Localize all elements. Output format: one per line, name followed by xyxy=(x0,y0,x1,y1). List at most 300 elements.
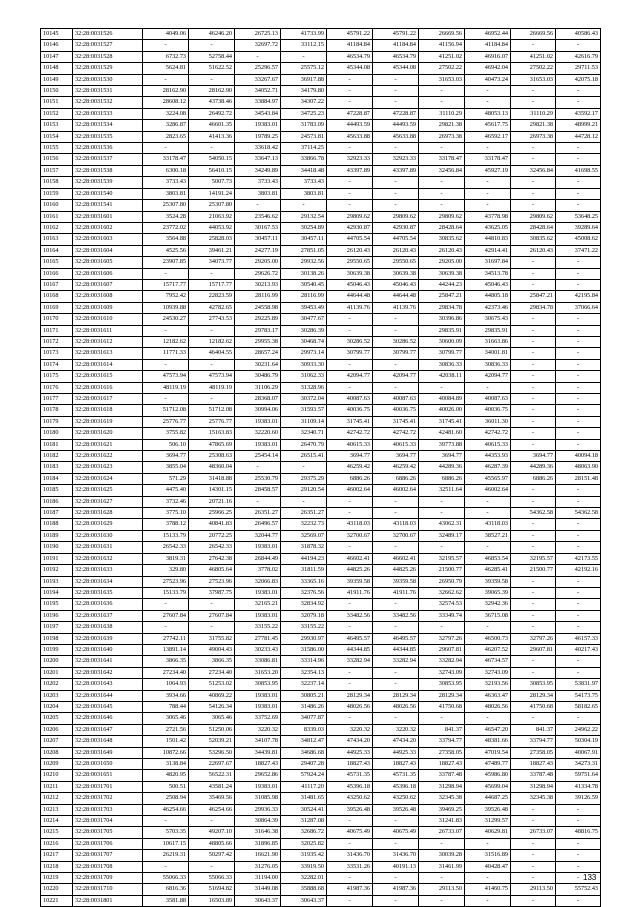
table-row xyxy=(41,336,601,347)
cadastral-number-cell: 32:28:0031648 xyxy=(73,736,143,747)
cadastral-number-cell: 32:28:0031708 xyxy=(73,861,143,872)
value-cell: - xyxy=(556,428,601,439)
value-cell: - xyxy=(511,667,556,678)
table-row xyxy=(41,154,601,165)
value-cell: 40586.43 xyxy=(556,29,601,40)
value-cell: - xyxy=(511,257,556,268)
cadastral-number-cell: 32:28:0031531 xyxy=(73,86,143,97)
value-cell: 26844.49 xyxy=(235,553,281,564)
value-cell: 25308.63 xyxy=(189,451,235,462)
value-cell: - xyxy=(373,496,419,507)
value-cell: 31449.08 xyxy=(235,884,281,895)
value-cell: 26542.33 xyxy=(189,542,235,553)
value-cell: 45046.43 xyxy=(373,279,419,290)
value-cell: 27743.53 xyxy=(189,314,235,325)
row-number-cell: 10180 xyxy=(41,428,73,439)
value-cell: 6886.26 xyxy=(419,473,465,484)
table-row xyxy=(41,622,601,633)
value-cell: 30805.21 xyxy=(281,690,327,701)
value-cell: 28151.48 xyxy=(556,473,601,484)
value-cell: 34418.48 xyxy=(281,165,327,176)
value-cell: 41184.84 xyxy=(373,40,419,51)
value-cell: 28129.34 xyxy=(511,690,556,701)
value-cell: 46259.42 xyxy=(327,462,373,473)
value-cell: 21500.77 xyxy=(419,565,465,576)
row-number-cell: 10171 xyxy=(41,325,73,336)
value-cell: 45344.08 xyxy=(327,63,373,74)
value-cell: - xyxy=(327,873,373,884)
row-number-cell: 10195 xyxy=(41,599,73,610)
value-cell: 43118.03 xyxy=(465,519,511,530)
value-cell: 44825.26 xyxy=(373,565,419,576)
value-cell: 44705.54 xyxy=(373,234,419,245)
value-cell: - xyxy=(373,359,419,370)
value-cell: - xyxy=(419,713,465,724)
value-cell: 41750.68 xyxy=(511,701,556,712)
value-cell: 36917.88 xyxy=(281,74,327,85)
value-cell: 788.44 xyxy=(143,701,189,712)
value-cell: 41251.02 xyxy=(419,51,465,62)
table-row xyxy=(41,587,601,598)
value-cell: 28116.99 xyxy=(235,291,281,302)
value-cell: 39289.64 xyxy=(556,222,601,233)
value-cell: 41911.76 xyxy=(373,587,419,598)
value-cell: 5703.35 xyxy=(143,827,189,838)
value-cell: - xyxy=(511,838,556,849)
value-cell: 35469.56 xyxy=(189,793,235,804)
value-cell: 30853.95 xyxy=(235,679,281,690)
table-row xyxy=(41,279,601,290)
value-cell: 36011.30 xyxy=(465,416,511,427)
value-cell: 48381.66 xyxy=(465,736,511,747)
cadastral-number-cell: 32:28:0031609 xyxy=(73,302,143,313)
value-cell: 39526.48 xyxy=(327,804,373,815)
value-cell: 32165.21 xyxy=(235,599,281,610)
value-cell: - xyxy=(556,519,601,530)
value-cell: 46942.04 xyxy=(465,63,511,74)
value-cell: - xyxy=(511,86,556,97)
value-cell: 3065.46 xyxy=(189,713,235,724)
value-cell: 30457.11 xyxy=(281,234,327,245)
value-cell: 46495.57 xyxy=(327,633,373,644)
value-cell: 27642.38 xyxy=(189,553,235,564)
value-cell: 19383.01 xyxy=(235,587,281,598)
row-number-cell: 10181 xyxy=(41,439,73,450)
value-cell: 41184.84 xyxy=(465,40,511,51)
value-cell: 42616.79 xyxy=(556,51,601,62)
value-cell: 33155.22 xyxy=(235,622,281,633)
value-cell: 56522.31 xyxy=(189,770,235,781)
table-row xyxy=(41,200,601,211)
value-cell: 26120.43 xyxy=(373,245,419,256)
value-cell: 33155.22 xyxy=(281,622,327,633)
value-cell: 31287.08 xyxy=(281,816,327,827)
value-cell: 44687.25 xyxy=(465,793,511,804)
value-cell: 3866.35 xyxy=(189,656,235,667)
value-cell: 35888.68 xyxy=(281,884,327,895)
value-cell: 32376.56 xyxy=(281,587,327,598)
table-row xyxy=(41,873,601,884)
value-cell: 33349.74 xyxy=(419,610,465,621)
value-cell: - xyxy=(511,496,556,507)
value-cell: - xyxy=(235,200,281,211)
value-cell: 3855.04 xyxy=(143,462,189,473)
table-row xyxy=(41,74,601,85)
value-cell: 33794.77 xyxy=(419,736,465,747)
row-number-cell: 10216 xyxy=(41,838,73,849)
row-number-cell: 10203 xyxy=(41,690,73,701)
value-cell: 3819.31 xyxy=(143,553,189,564)
cadastral-number-cell: 32:28:0031642 xyxy=(73,667,143,678)
value-cell: - xyxy=(511,713,556,724)
value-cell: 42192.16 xyxy=(556,565,601,576)
cadastral-number-cell: 32:28:0031641 xyxy=(73,656,143,667)
table-row xyxy=(41,222,601,233)
value-cell: 28458.57 xyxy=(235,485,281,496)
value-cell: - xyxy=(511,428,556,439)
value-cell: 26120.43 xyxy=(419,245,465,256)
value-cell: - xyxy=(556,257,601,268)
value-cell: - xyxy=(511,576,556,587)
value-cell: 32797.26 xyxy=(511,633,556,644)
value-cell: 40615.33 xyxy=(465,439,511,450)
cadastral-number-cell: 32:28:0031616 xyxy=(73,382,143,393)
row-number-cell: 10164 xyxy=(41,245,73,256)
table-row xyxy=(41,108,601,119)
row-number-cell: 10200 xyxy=(41,656,73,667)
value-cell: - xyxy=(511,314,556,325)
value-cell: - xyxy=(189,359,235,370)
table-row xyxy=(41,679,601,690)
value-cell: 46285.41 xyxy=(465,565,511,576)
value-cell: - xyxy=(465,177,511,188)
row-number-cell: 10193 xyxy=(41,576,73,587)
value-cell: 30286.52 xyxy=(327,336,373,347)
cadastral-number-cell: 32:28:0031625 xyxy=(73,485,143,496)
cadastral-number-cell: 32:28:0031607 xyxy=(73,279,143,290)
value-cell: 30799.77 xyxy=(373,348,419,359)
value-cell: 32282.01 xyxy=(281,873,327,884)
value-cell: 506.10 xyxy=(143,439,189,450)
value-cell: - xyxy=(556,610,601,621)
value-cell: - xyxy=(419,542,465,553)
value-cell: 39461.21 xyxy=(189,245,235,256)
value-cell: - xyxy=(143,143,189,154)
table-row xyxy=(41,51,601,62)
value-cell: - xyxy=(373,74,419,85)
value-cell: 41911.76 xyxy=(327,587,373,598)
value-cell: 27851.05 xyxy=(281,245,327,256)
value-cell: 40026.00 xyxy=(419,405,465,416)
value-cell: - xyxy=(373,325,419,336)
value-cell: 45927.19 xyxy=(465,165,511,176)
value-cell: 25847.21 xyxy=(511,291,556,302)
value-cell: 31298.94 xyxy=(419,781,465,792)
value-cell: 44805.18 xyxy=(465,291,511,302)
cadastral-number-cell: 32:28:0031532 xyxy=(73,97,143,108)
value-cell: - xyxy=(419,508,465,519)
value-cell: 25847.21 xyxy=(419,291,465,302)
value-cell: - xyxy=(556,416,601,427)
value-cell: 19789.25 xyxy=(235,131,281,142)
value-cell: 34001.81 xyxy=(465,348,511,359)
value-cell: 32354.13 xyxy=(281,667,327,678)
value-cell: 46404.55 xyxy=(189,348,235,359)
row-number-cell: 10198 xyxy=(41,633,73,644)
value-cell: 27502.22 xyxy=(419,63,465,74)
value-cell: 21500.77 xyxy=(511,565,556,576)
value-cell: 29205.00 xyxy=(419,257,465,268)
row-number-cell: 10208 xyxy=(41,747,73,758)
value-cell: 3803.81 xyxy=(235,188,281,199)
row-number-cell: 10201 xyxy=(41,667,73,678)
value-cell: 3224.08 xyxy=(143,108,189,119)
cadastral-number-cell: 32:28:0031618 xyxy=(73,405,143,416)
value-cell: 33787.48 xyxy=(419,770,465,781)
cadastral-number-cell: 32:28:0031614 xyxy=(73,359,143,370)
cadastral-number-cell: 32:28:0031605 xyxy=(73,257,143,268)
value-cell: 18827.43 xyxy=(419,759,465,770)
value-cell: 32743.09 xyxy=(419,667,465,678)
value-cell: 33178.47 xyxy=(419,154,465,165)
value-cell: 45008.62 xyxy=(556,234,601,245)
value-cell: - xyxy=(189,74,235,85)
value-cell: - xyxy=(556,496,601,507)
value-cell: 24530.27 xyxy=(143,314,189,325)
value-cell: 29711.53 xyxy=(556,63,601,74)
value-cell: 32923.33 xyxy=(373,154,419,165)
cadastral-number-cell: 32:28:0031710 xyxy=(73,884,143,895)
value-cell: 26973.38 xyxy=(419,131,465,142)
table-row xyxy=(41,770,601,781)
value-cell: 43592.17 xyxy=(556,108,601,119)
value-cell: 30933.30 xyxy=(281,359,327,370)
value-cell: 40036.75 xyxy=(373,405,419,416)
value-cell: 14191.24 xyxy=(189,188,235,199)
value-cell: 31085.98 xyxy=(235,793,281,804)
value-cell: 40084.89 xyxy=(419,394,465,405)
value-cell: 46002.64 xyxy=(373,485,419,496)
value-cell: - xyxy=(511,656,556,667)
value-cell: 3866.35 xyxy=(143,656,189,667)
cadastral-number-cell: 32:28:0031638 xyxy=(73,622,143,633)
value-cell: 43250.62 xyxy=(327,793,373,804)
value-cell: 40675.49 xyxy=(327,827,373,838)
value-cell: 44344.85 xyxy=(373,644,419,655)
cadastral-number-cell: 32:28:0031630 xyxy=(73,530,143,541)
page-number: 133 xyxy=(583,873,597,882)
value-cell: 32340.71 xyxy=(281,428,327,439)
value-cell: 41413.36 xyxy=(189,131,235,142)
value-cell: 6732.73 xyxy=(143,51,189,62)
value-cell: - xyxy=(327,542,373,553)
value-cell: 29835.91 xyxy=(465,325,511,336)
value-cell: 46602.41 xyxy=(327,553,373,564)
value-cell: 32456.84 xyxy=(511,165,556,176)
value-cell: 13891.14 xyxy=(143,644,189,655)
value-cell: 19383.01 xyxy=(235,690,281,701)
value-cell: - xyxy=(419,97,465,108)
value-cell: 41460.75 xyxy=(465,884,511,895)
value-cell: - xyxy=(465,895,511,906)
value-cell: - xyxy=(556,188,601,199)
table-row xyxy=(41,747,601,758)
value-cell: 40615.33 xyxy=(373,439,419,450)
row-number-cell: 10190 xyxy=(41,542,73,553)
value-cell: - xyxy=(511,382,556,393)
value-cell: 45396.18 xyxy=(327,781,373,792)
value-cell: - xyxy=(556,154,601,165)
value-cell: 46254.66 xyxy=(143,804,189,815)
value-cell: 27234.40 xyxy=(143,667,189,678)
value-cell: 46601.35 xyxy=(189,120,235,131)
value-cell: 45731.35 xyxy=(373,770,419,781)
value-cell: 32511.64 xyxy=(419,485,465,496)
row-number-cell: 10151 xyxy=(41,97,73,108)
value-cell: 44194.23 xyxy=(281,553,327,564)
value-cell: - xyxy=(465,188,511,199)
value-cell: 46853.54 xyxy=(465,553,511,564)
row-number-cell: 10185 xyxy=(41,485,73,496)
value-cell: 31109.14 xyxy=(281,416,327,427)
value-cell: 571.29 xyxy=(143,473,189,484)
value-cell: 34107.78 xyxy=(235,736,281,747)
value-cell: 29821.38 xyxy=(419,120,465,131)
value-cell: 43250.62 xyxy=(373,793,419,804)
table-row xyxy=(41,485,601,496)
value-cell: 32195.57 xyxy=(511,553,556,564)
value-cell: 46952.44 xyxy=(465,29,511,40)
value-cell: 30286.52 xyxy=(373,336,419,347)
value-cell: - xyxy=(556,816,601,827)
row-number-cell: 10196 xyxy=(41,610,73,621)
value-cell: 29113.50 xyxy=(511,884,556,895)
value-cell: - xyxy=(556,314,601,325)
table-row xyxy=(41,508,601,519)
value-cell: - xyxy=(143,599,189,610)
value-cell: 42930.87 xyxy=(327,222,373,233)
value-cell: 47228.87 xyxy=(327,108,373,119)
value-cell: 31811.59 xyxy=(281,565,327,576)
value-cell: 29375.29 xyxy=(281,473,327,484)
value-cell: - xyxy=(189,143,235,154)
value-cell: 32195.57 xyxy=(419,553,465,564)
cadastral-number-cell: 32:28:0031706 xyxy=(73,838,143,849)
value-cell: 25828.03 xyxy=(189,234,235,245)
value-cell: 37114.25 xyxy=(281,143,327,154)
value-cell: 34077.87 xyxy=(281,713,327,724)
value-cell: - xyxy=(511,861,556,872)
value-cell: 22823.59 xyxy=(189,291,235,302)
value-cell: - xyxy=(556,177,601,188)
row-number-cell: 10192 xyxy=(41,565,73,576)
table-row xyxy=(41,496,601,507)
value-cell: - xyxy=(327,508,373,519)
value-cell: - xyxy=(419,382,465,393)
value-cell: 44810.83 xyxy=(465,234,511,245)
value-cell: - xyxy=(556,895,601,906)
value-cell: 30600.09 xyxy=(419,336,465,347)
value-cell: 29834.78 xyxy=(419,302,465,313)
value-cell: - xyxy=(327,713,373,724)
value-cell: 29113.50 xyxy=(419,884,465,895)
value-cell: 33112.15 xyxy=(281,40,327,51)
value-cell: 45633.88 xyxy=(373,131,419,142)
value-cell: 42094.77 xyxy=(465,371,511,382)
value-cell: 33647.13 xyxy=(235,154,281,165)
table-row xyxy=(41,861,601,872)
value-cell: - xyxy=(281,51,327,62)
cadastral-number-cell: 32:28:0031635 xyxy=(73,587,143,598)
cadastral-number-cell: 32:28:0031651 xyxy=(73,770,143,781)
value-cell: 2721.56 xyxy=(143,724,189,735)
value-cell: 3694.77 xyxy=(419,451,465,462)
table-row xyxy=(41,736,601,747)
value-cell: 30039.28 xyxy=(419,850,465,861)
value-cell: 43778.98 xyxy=(465,211,511,222)
value-cell: 29120.54 xyxy=(281,485,327,496)
value-cell: 30643.37 xyxy=(281,895,327,906)
value-cell: 34513.78 xyxy=(465,268,511,279)
row-number-cell: 10157 xyxy=(41,165,73,176)
value-cell: 26725.13 xyxy=(235,29,281,40)
value-cell: 40087.63 xyxy=(327,394,373,405)
value-cell: 4525.56 xyxy=(143,245,189,256)
value-cell: - xyxy=(556,359,601,370)
value-cell: - xyxy=(465,838,511,849)
cadastral-number-cell: 32:28:0031701 xyxy=(73,781,143,792)
value-cell: 48999.21 xyxy=(556,120,601,131)
value-cell: - xyxy=(419,188,465,199)
value-cell: - xyxy=(327,74,373,85)
value-cell: - xyxy=(143,861,189,872)
value-cell: - xyxy=(189,816,235,827)
table-row xyxy=(41,268,601,279)
row-number-cell: 10215 xyxy=(41,827,73,838)
value-cell: 41334.78 xyxy=(556,781,601,792)
row-number-cell: 10158 xyxy=(41,177,73,188)
cadastral-number-cell: 32:28:0031637 xyxy=(73,610,143,621)
value-cell: 27607.84 xyxy=(143,610,189,621)
value-cell: 32220.60 xyxy=(235,428,281,439)
value-cell: 19383.01 xyxy=(235,439,281,450)
value-cell: 30836.33 xyxy=(465,359,511,370)
value-cell: 43581.24 xyxy=(189,781,235,792)
value-cell: 41733.99 xyxy=(281,29,327,40)
value-cell: 48063.90 xyxy=(556,462,601,473)
table-row xyxy=(41,793,601,804)
value-cell: 3755.82 xyxy=(143,428,189,439)
value-cell: 18827.43 xyxy=(511,759,556,770)
value-cell: - xyxy=(189,599,235,610)
value-cell: 25776.77 xyxy=(189,416,235,427)
value-cell: - xyxy=(327,325,373,336)
table-row xyxy=(41,40,601,51)
value-cell: - xyxy=(327,838,373,849)
value-cell: 33178.47 xyxy=(465,154,511,165)
value-cell: - xyxy=(327,679,373,690)
cadastral-number-cell: 32:28:0031610 xyxy=(73,314,143,325)
data-sheet xyxy=(40,28,600,907)
value-cell: 52758.44 xyxy=(189,51,235,62)
row-number-cell: 10217 xyxy=(41,850,73,861)
value-cell: 34179.80 xyxy=(281,86,327,97)
value-cell: 42195.84 xyxy=(556,291,601,302)
value-cell: - xyxy=(511,804,556,815)
value-cell: 3733.43 xyxy=(281,177,327,188)
cadastral-number-cell: 32:28:0031645 xyxy=(73,701,143,712)
table-row xyxy=(41,291,601,302)
